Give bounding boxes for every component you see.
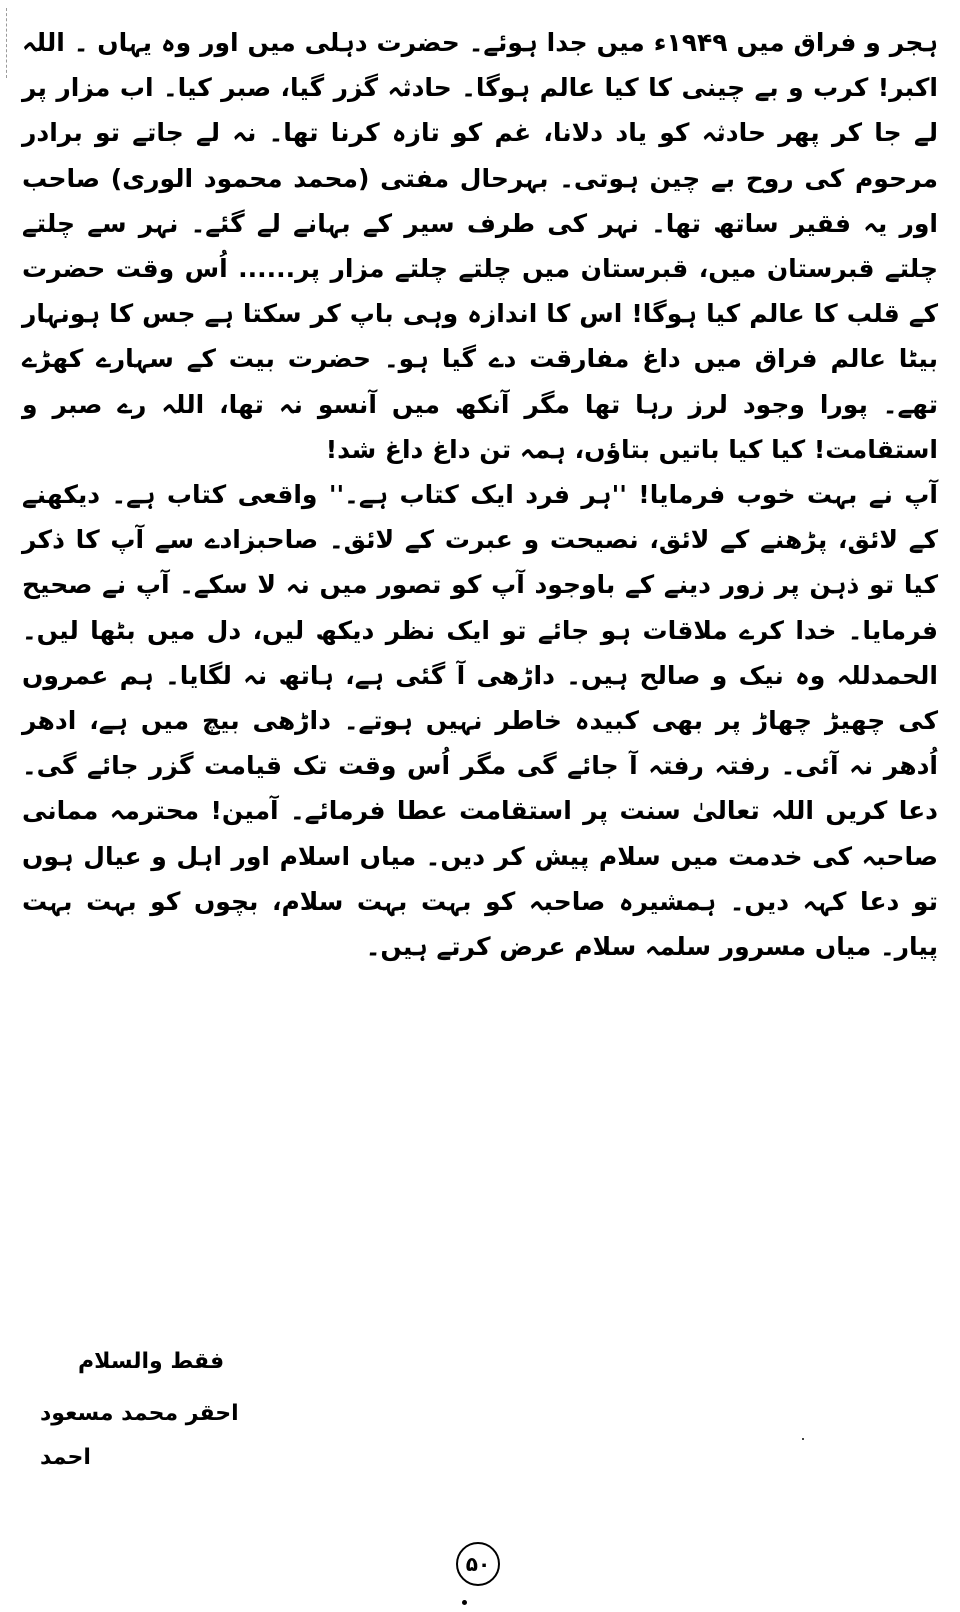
letter-body <box>22 20 938 969</box>
scan-edge-mark <box>6 8 7 78</box>
salutation: فقط والسلام <box>78 1349 225 1374</box>
paragraph-2: آپ نے بہت خوب فرمایا! ''ہر فرد ایک کتاب ہے۔'' واقعی کتاب ہے۔ دیکھنے کے لائق، پڑھنے کے لائق، نصیحت و عبرت کے لائق۔ صاحبزادے سے آپ کا ذکر کیا تو ذہن پر زور دینے کے باوجود آپ کو تصور میں نہ لا سکے۔ آپ نے صحیح فرمایا۔ خدا کرے ملاقات ہو جائے تو ایک نظر دیکھ لیں، دل میں بٹھا لیں۔ الحمدللہ وہ نیک و صالح ہیں۔ داڑھی آ گئی ہے، ہاتھ نہ لگایا۔ ہم عمروں کی چھیڑ چھاڑ پر بھی کبیدہ خاطر نہیں ہوتے۔ داڑھی بیچ میں ہے، ادھر اُدھر نہ آئی۔ رفتہ رفتہ آ جائے گی مگر اُس وقت تک قیامت گزر جائے گی۔ دعا کریں اللہ تعالیٰ سنت پر استقامت عطا فرمائے۔ آمین! محترمہ ممانی صاحبہ کی خدمت میں سلام پیش کر دیں۔ میاں اسلام اور اہل و عیال ہوں تو دعا کہہ دیں۔ ہمشیرہ صاحبہ کو بہت بہت سلام، بچوں کو بہت بہت پیار۔ میاں مسرور سلمہ سلام عرض کرتے ہیں۔ <box>22 480 938 962</box>
scan-speck <box>802 1438 804 1440</box>
scan-dot <box>462 1600 467 1605</box>
paragraph-1: ہجر و فراق میں ۱۹۴۹ء میں جدا ہوئے۔ حضرت دہلی میں اور وہ یہاں ۔ اللہ اکبر! کرب و بے چینی کا کیا عالم ہوگا۔ حادثہ گزر گیا، صبر کیا۔ اب مزار پر لے جا کر پھر حادثہ کو یاد دلانا، غم کو تازہ کرنا تھا۔ نہ لے جاتے تو برادر مرحوم کی روح بے چین ہوتی۔ بہرحال مفتی (محمد محمود الوری) صاحب اور یہ فقیر ساتھ تھا۔ نہر کی طرف سیر کے بہانے لے گئے۔ نہر سے چلتے چلتے قبرستان میں، قبرستان میں چلتے چلتے مزار پر...... اُس وقت حضرت کے قلب کا عالم کیا ہوگا! اس کا اندازہ وہی باپ کر سکتا ہے جس کا ہونہار بیٹا عالم فراق میں داغ مفارقت دے گیا ہو۔ حضرت بیت کے سہارے کھڑے تھے۔ پورا وجود لرز رہا تھا مگر آنکھ میں آنسو نہ تھا، اللہ رے صبر و استقامت! کیا کیا باتیں بتاؤں، ہمہ تن داغ داغ شد! <box>22 28 938 464</box>
page-number: ۵۰ <box>456 1542 500 1586</box>
signature: احقر محمد مسعود احمد <box>40 1401 239 1470</box>
